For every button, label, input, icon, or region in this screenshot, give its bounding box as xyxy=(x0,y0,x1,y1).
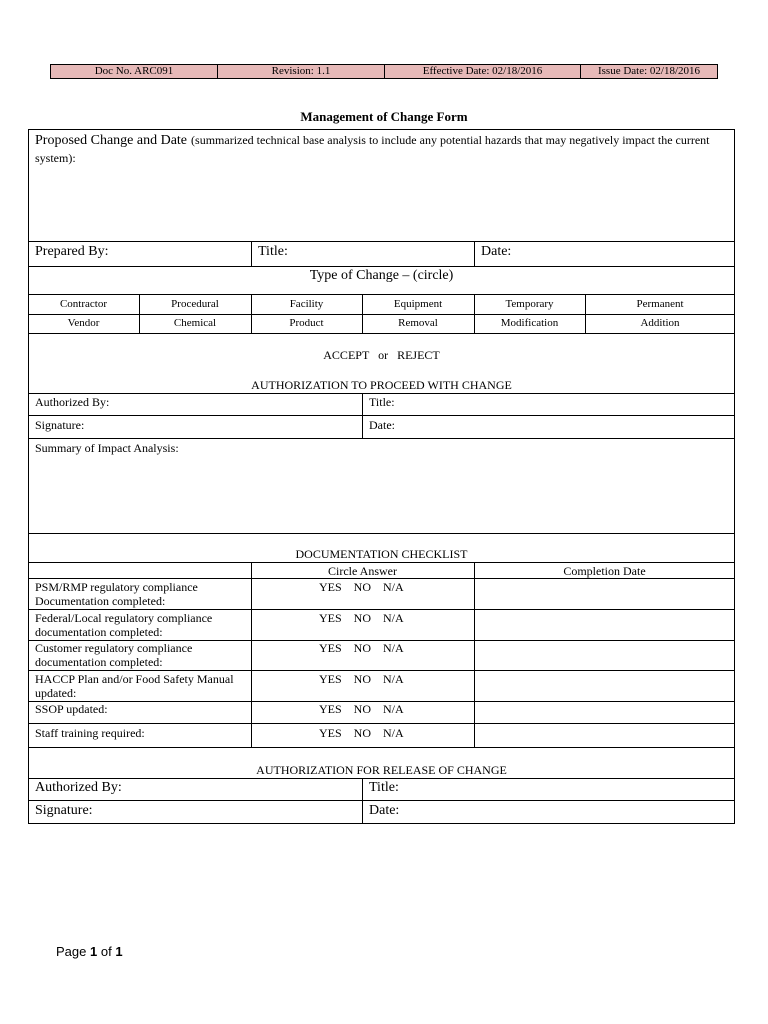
answer-yes[interactable]: YES xyxy=(319,672,342,686)
answer-na[interactable]: N/A xyxy=(383,726,404,740)
answer-no[interactable]: NO xyxy=(353,611,372,625)
effective-date: Effective Date: 02/18/2016 xyxy=(385,65,581,78)
checklist-answer-haccp xyxy=(319,672,416,686)
proposed-change-note: (summarized technical base analysis to include any potential hazards that may negatively impact the current system): xyxy=(35,133,710,165)
checklist-item-federal xyxy=(35,611,250,639)
change-type-procedural[interactable]: Procedural xyxy=(171,298,219,310)
prepared-date-field[interactable]: Date: xyxy=(481,244,512,259)
checklist-item-label: SSOP updated: xyxy=(35,702,108,716)
proceed-date-field[interactable]: Date: xyxy=(369,418,395,432)
answer-yes[interactable]: YES xyxy=(319,702,342,716)
checklist-item-label: HACCP Plan and/or Food Safety Manual xyxy=(35,672,234,686)
circle-answer-header: Circle Answer xyxy=(328,564,397,578)
authorization-proceed-heading: AUTHORIZATION TO PROCEED WITH CHANGE xyxy=(251,378,512,392)
checklist-item-label: Federal/Local regulatory compliance xyxy=(35,611,213,625)
proceed-signature-field[interactable]: Signature: xyxy=(35,418,85,432)
or-text: or xyxy=(378,348,389,362)
change-type-permanent[interactable]: Permanent xyxy=(636,298,684,310)
release-signature-field[interactable]: Signature: xyxy=(35,803,93,818)
form-title: Management of Change Form xyxy=(300,109,468,124)
change-type-removal[interactable]: Removal xyxy=(398,317,438,329)
checklist-answer-customer xyxy=(319,641,416,655)
type-of-change-heading: Type of Change – (circle) xyxy=(309,268,454,283)
checklist-answer-federal xyxy=(319,611,416,625)
accept-reject-choice xyxy=(28,348,735,362)
checklist-item-label: Documentation completed: xyxy=(35,594,166,608)
answer-yes[interactable]: YES xyxy=(319,726,342,740)
change-type-facility[interactable]: Facility xyxy=(289,298,324,310)
checklist-answer-psm xyxy=(319,580,416,594)
page-total: 1 xyxy=(115,944,123,959)
checklist-item-haccp xyxy=(35,672,250,700)
release-title-field[interactable]: Title: xyxy=(369,780,399,795)
checklist-item-label: Staff training required: xyxy=(35,726,145,740)
answer-na[interactable]: N/A xyxy=(383,641,404,655)
proceed-title-field[interactable]: Title: xyxy=(369,395,395,409)
completion-date-header: Completion Date xyxy=(563,564,646,578)
release-authorized-by-field[interactable]: Authorized By: xyxy=(35,780,122,795)
authorization-release-heading: AUTHORIZATION FOR RELEASE OF CHANGE xyxy=(256,763,507,777)
prepared-title-field[interactable]: Title: xyxy=(258,244,288,259)
checklist-item-staff-training xyxy=(35,726,250,740)
proposed-change-field[interactable] xyxy=(35,131,730,167)
of-word: of xyxy=(100,944,112,959)
checklist-item-ssop xyxy=(35,702,250,716)
document-header-strip xyxy=(50,64,718,79)
reject-option[interactable]: REJECT xyxy=(397,348,440,362)
page-footer xyxy=(56,944,123,959)
change-type-chemical[interactable]: Chemical xyxy=(173,317,217,329)
checklist-item-label: documentation completed: xyxy=(35,625,163,639)
prepared-by-field[interactable]: Prepared By: xyxy=(35,244,109,259)
accept-option[interactable]: ACCEPT xyxy=(323,348,370,362)
doc-number: Doc No. ARC091 xyxy=(51,65,218,78)
checklist-item-label: PSM/RMP regulatory compliance xyxy=(35,580,198,594)
page-word: Page xyxy=(56,944,87,959)
checklist-answer-ssop xyxy=(319,702,416,716)
answer-yes[interactable]: YES xyxy=(319,580,342,594)
change-type-equipment[interactable]: Equipment xyxy=(393,298,443,310)
answer-na[interactable]: N/A xyxy=(383,580,404,594)
answer-no[interactable]: NO xyxy=(353,726,372,740)
page-number: 1 xyxy=(90,944,98,959)
impact-analysis-field[interactable]: Summary of Impact Analysis: xyxy=(35,441,179,455)
checklist-item-customer xyxy=(35,641,250,669)
change-type-contractor[interactable]: Contractor xyxy=(59,298,108,310)
proposed-change-label: Proposed Change and Date xyxy=(35,133,188,148)
answer-yes[interactable]: YES xyxy=(319,641,342,655)
answer-na[interactable]: N/A xyxy=(383,702,404,716)
form-frame xyxy=(28,129,735,824)
change-type-addition[interactable]: Addition xyxy=(640,317,680,329)
answer-no[interactable]: NO xyxy=(353,702,372,716)
checklist-item-label: documentation completed: xyxy=(35,655,163,669)
answer-yes[interactable]: YES xyxy=(319,611,342,625)
issue-date: Issue Date: 02/18/2016 xyxy=(597,65,701,77)
change-type-temporary[interactable]: Temporary xyxy=(505,298,554,310)
checklist-item-label: updated: xyxy=(35,686,77,700)
proceed-authorized-by-field[interactable]: Authorized By: xyxy=(35,395,110,409)
answer-na[interactable]: N/A xyxy=(383,611,404,625)
change-type-vendor[interactable]: Vendor xyxy=(67,317,100,329)
checklist-heading: DOCUMENTATION CHECKLIST xyxy=(295,547,468,561)
answer-na[interactable]: N/A xyxy=(383,672,404,686)
revision: Revision: 1.1 xyxy=(218,65,385,78)
checklist-answer-staff-training xyxy=(319,726,416,740)
answer-no[interactable]: NO xyxy=(353,672,372,686)
checklist-item-label: Customer regulatory compliance xyxy=(35,641,193,655)
answer-no[interactable]: NO xyxy=(353,641,372,655)
answer-no[interactable]: NO xyxy=(353,580,372,594)
change-type-modification[interactable]: Modification xyxy=(500,317,559,329)
release-date-field[interactable]: Date: xyxy=(369,803,400,818)
checklist-item-psm xyxy=(35,580,250,608)
change-type-product[interactable]: Product xyxy=(289,317,324,329)
